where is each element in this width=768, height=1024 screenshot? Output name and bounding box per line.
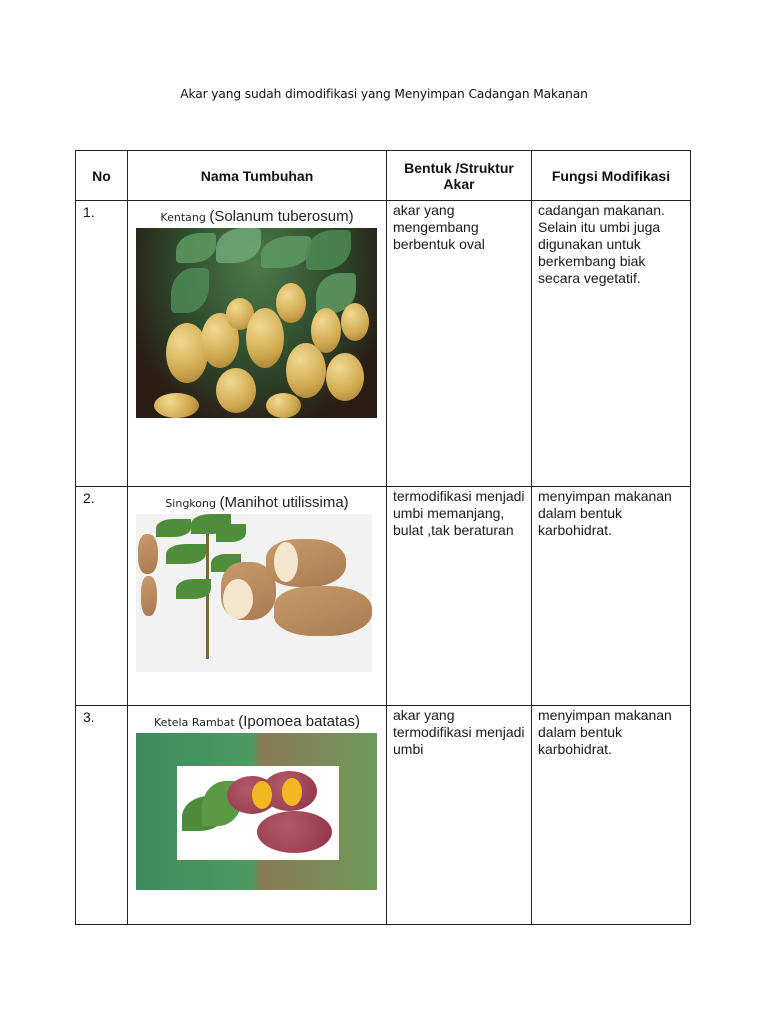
plant-cell <box>128 487 387 706</box>
plant-cell <box>128 201 387 487</box>
table-row <box>76 487 691 706</box>
header-no: No <box>76 151 128 201</box>
scientific-name: (Ipomoea batatas) <box>238 713 360 730</box>
header-bentuk-struktur: Bentuk /Struktur Akar <box>387 151 532 201</box>
table-row <box>76 201 691 487</box>
sweet-potato-inset <box>177 766 339 860</box>
common-name: Singkong <box>165 497 216 510</box>
plant-caption <box>128 208 386 225</box>
bentuk-struktur-cell: termodifikasi menjadi umbi memanjang, bulat ,tak beraturan <box>387 487 532 706</box>
row-number: 2. <box>76 487 128 706</box>
fungsi-modifikasi-cell: menyimpan makanan dalam bentuk karbohidrat. <box>532 487 691 706</box>
common-name: Ketela Rambat <box>154 716 235 729</box>
fungsi-modifikasi-cell: menyimpan makanan dalam bentuk karbohidrat. <box>532 706 691 925</box>
header-nama-tumbuhan: Nama Tumbuhan <box>128 151 387 201</box>
scientific-name: (Manihot utilissima) <box>219 494 349 511</box>
sweet-potato-image <box>136 733 377 890</box>
document-title: Akar yang sudah dimodifikasi yang Menyimpan Cadangan Makanan <box>180 87 588 101</box>
cassava-plant-image <box>136 514 372 672</box>
table-header-row <box>76 151 691 201</box>
table-row <box>76 706 691 925</box>
fungsi-modifikasi-cell: cadangan makanan. Selain itu umbi juga digunakan untuk berkembang biak secara vegetatif. <box>532 201 691 487</box>
plant-cell <box>128 706 387 925</box>
potato-plant-image <box>136 228 377 418</box>
plant-caption <box>128 494 386 511</box>
header-fungsi-modifikasi: Fungsi Modifikasi <box>532 151 691 201</box>
bentuk-struktur-cell: akar yang mengembang berbentuk oval <box>387 201 532 487</box>
row-number: 3. <box>76 706 128 925</box>
bentuk-struktur-cell: akar yang termodifikasi menjadi umbi <box>387 706 532 925</box>
scientific-name: (Solanum tuberosum) <box>209 208 354 225</box>
plant-caption <box>128 713 386 730</box>
common-name: Kentang <box>160 211 206 224</box>
root-modification-table <box>75 150 691 925</box>
row-number: 1. <box>76 201 128 487</box>
